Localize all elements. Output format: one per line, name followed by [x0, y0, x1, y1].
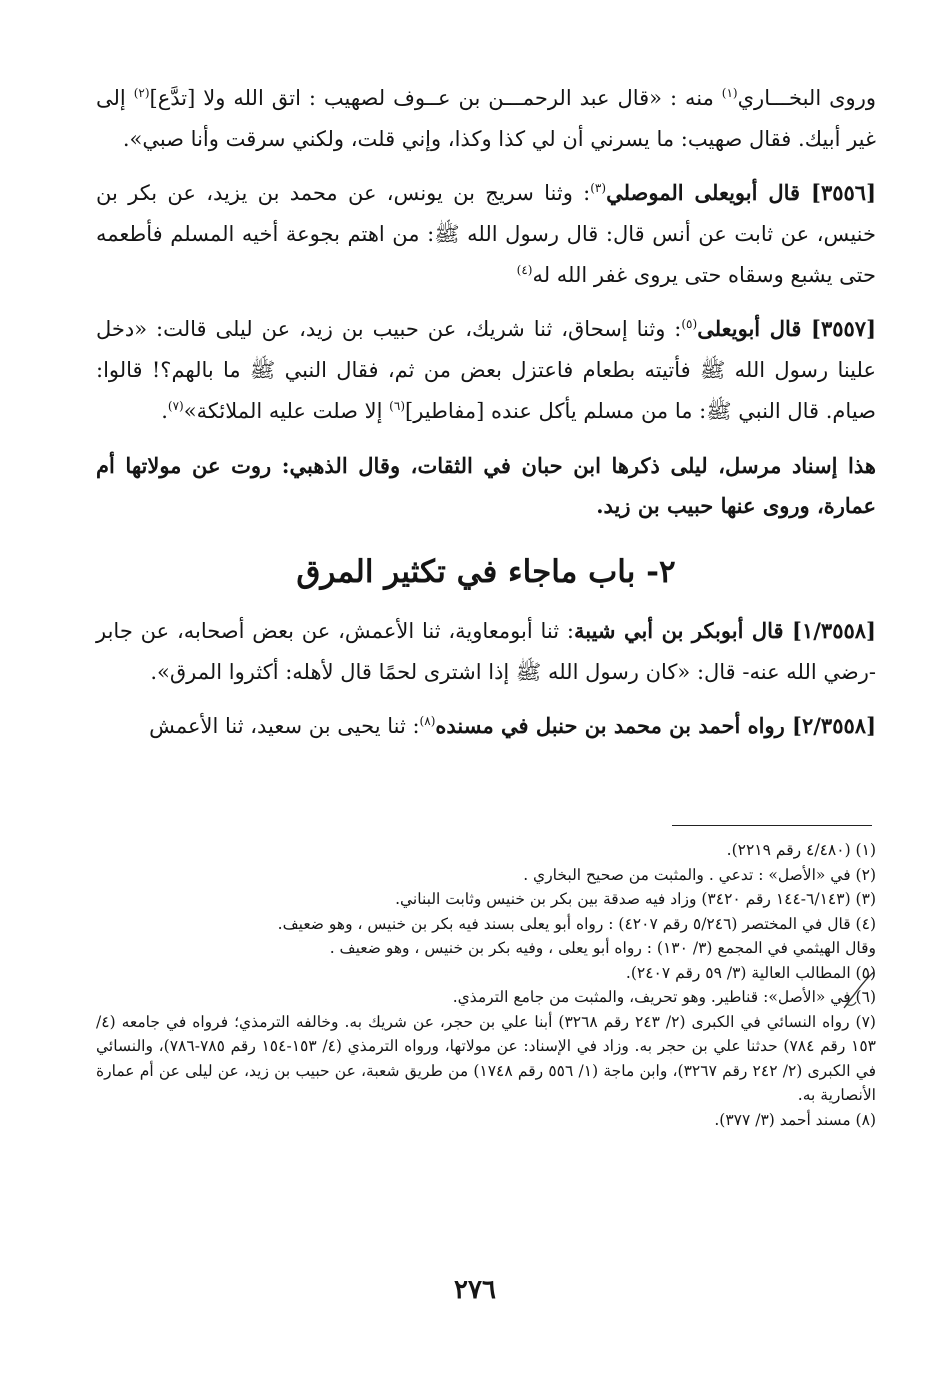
footnote-item: وقال الهيثمي في المجمع (٣/ ١٣٠) : رواه أبو يعلى ، وفيه بكر بن خنيس ، وهو ضعيف .: [329, 939, 876, 957]
hadith-header: [٣٥٥٧] قال أبويعلى: [697, 316, 876, 341]
footnote-ref: (٨): [419, 714, 436, 728]
footnote-ref: (٢): [133, 86, 150, 100]
footnote-separator: [672, 825, 872, 826]
footnote-item: (٧) رواه النسائي في الكبرى (٢/ ٢٤٣ رقم ٣٢٦٨) أبنا علي بن حجر، عن شريك به. وخالفه الترمذي؛ فرواه في جامعه (٤/ ١٥٣ رقم ٧٨٤) حدثنا علي بن حجر به. وزاد في الإسناد: عن مولاتها، ورواه الترمذي (٤/ ١٥٣-١٥٤ رقم ٧٨٥-٧٨٦)، والنسائي في الكبرى (٢/ ٢٤٢ رقم ٣٢٦٧)، وابن ماجة (١/ ٥٥٦ رقم ١٧٤٨) من طريق شعبة، عن حبيب بن زيد، عن ليلى عن أم عمارة الأنصارية به.: [96, 1012, 877, 1104]
text-run: : وثنا سريج بن يونس، عن محمد بن يزيد، عن بكر بن خنيس، عن ثابت عن أنس قال: قال رسول الله ﷺ: من اهتم بجوعة أخيه المسلم فأطعمه حتى يشبع وسقاه حتى يروى غفر الله له: [96, 181, 876, 287]
footnote-ref: (٤): [516, 263, 533, 277]
footnote-ref: (٦): [389, 399, 405, 413]
footnote-ref: (٧): [167, 399, 184, 413]
footnote-ref: (١): [721, 86, 738, 100]
text-run: إلى غير أبيك. فقال صهيب: ما يسرني أن لي كذا وكذا، وإني قلت، ولكني سرقت وأنا صبي».: [96, 86, 876, 151]
text-run: وروى البخـــاري: [737, 86, 876, 110]
footnote-item: (١) (٤/٤٨٠ رقم ٢٢١٩).: [726, 841, 876, 859]
hadith-header: [٢/٣٥٥٨] رواه أحمد بن محمد بن حنبل في مسنده: [435, 713, 876, 738]
paragraph-p1: [96, 78, 876, 160]
text-run: إلا صلت عليه الملائكة»: [183, 399, 390, 423]
paragraphs-bottom: [96, 610, 876, 747]
footnote-ref: (٥): [681, 317, 698, 331]
page-number: ٢٧٦: [454, 1275, 496, 1305]
footnote-item: (٢) في «الأصل» : تدعي . والمثبت من صحيح البخاري .: [523, 865, 876, 884]
text-run: .: [161, 399, 168, 423]
footnote-ref: (٣): [590, 181, 607, 195]
chapter-heading: ٢- باب ماجاء في تكثير المرق: [296, 554, 676, 590]
text-run: : ثنا أبومعاوية، ثنا الأعمش، عن بعض أصحابه، عن جابر -رضي الله عنه- قال: «كان رسول الله ﷺ إذا اشترى لحمًا قال لأهله: أكثروا المرق».: [96, 619, 876, 684]
text-run: منه : «قال عبد الرحمـــن بن عــوف لصهيب : اتق الله ولا [تدَّع]: [149, 86, 722, 110]
hadith-header: [١/٣٥٥٨] قال أبوبكر بن أبي شيبة: [573, 618, 876, 643]
footnote-item: (٤) قال في المختصر (٥/٢٤٦ رقم ٤٢٠٧) : رواه أبو يعلى بسند فيه بكر بن خنيس ، وهو ضعيف.: [277, 914, 876, 933]
text-run: : ثنا يحيى بن سعيد، ثنا الأعمش: [149, 714, 420, 738]
paragraph-p4: [96, 610, 876, 693]
hadith-header: [٣٥٥٦] قال أبويعلى الموصلي: [606, 180, 876, 205]
paragraph-p2: [96, 172, 876, 296]
paragraph-p3: [96, 308, 876, 432]
main-text: [96, 78, 876, 759]
paragraphs-top: [96, 78, 876, 432]
footnote-item: (٣) (٦/١٤٣-١٤٤ رقم ٣٤٢٠) وزاد فيه صدقة بين بكر بن خنيس وثابت البناني.: [395, 890, 876, 908]
footnote-item: (٥) المطالب العالية (٣/ ٥٩ رقم ٢٤٠٧).: [625, 963, 876, 982]
footnotes: [96, 838, 876, 1132]
editor-note: هذا إسناد مرسل، ليلى ذكرها ابن حبان في الثقات، وقال الذهبي: روت عن مولاتها أم عمارة، وروى عنها حبيب بن زيد.: [96, 453, 876, 518]
paragraph-p5: [96, 705, 876, 747]
text-run: : وثنا إسحاق، ثنا شريك، عن حبيب بن زيد، عن ليلى قالت: «دخل علينا رسول الله ﷺ فأتيته بطعام فاعتزل بعض من ثم، فقال النبي ﷺ ما بالهم؟! قالوا: صيام. قال النبي ﷺ: ما من مسلم يأكل عنده [مفاطير]: [96, 317, 876, 423]
footnote-item: (٨) مسند أحمد (٣/ ٣٧٧).: [714, 1110, 876, 1129]
footnote-item: (٦) في «الأصل»: قناطير. وهو تحريف، والمثبت من جامع الترمذي.: [452, 988, 876, 1006]
